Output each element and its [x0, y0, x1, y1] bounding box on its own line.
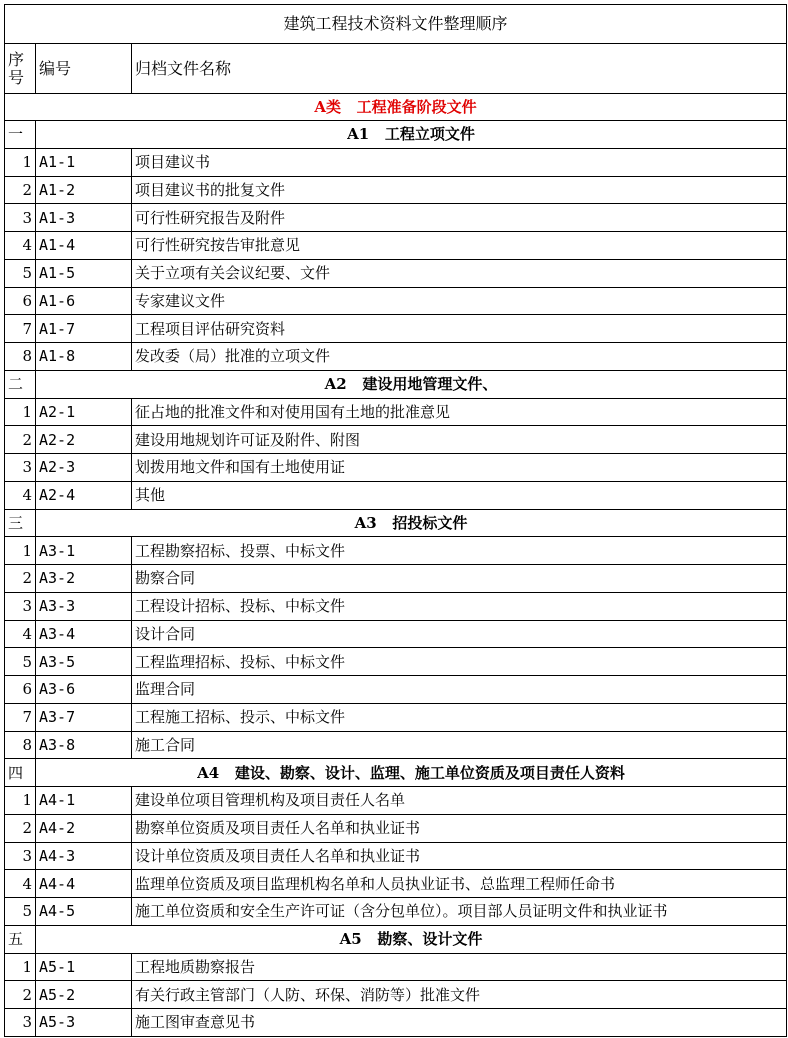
- row-seq: 1: [5, 537, 36, 565]
- header-seq: [5, 44, 36, 94]
- section-heading: [36, 925, 787, 953]
- row-seq: 5: [5, 898, 36, 926]
- archive-order-table: [4, 4, 787, 1037]
- row-name: 施工合同: [132, 731, 787, 759]
- row-code: A3-3: [36, 592, 132, 620]
- row-seq: 6: [5, 287, 36, 315]
- section-row: [5, 925, 787, 953]
- table-row: [5, 565, 787, 593]
- row-code: A1-1: [36, 148, 132, 176]
- row-code: A3-7: [36, 703, 132, 731]
- row-name: 有关行政主管部门（人防、环保、消防等）批准文件: [132, 981, 787, 1009]
- row-code: A4-3: [36, 842, 132, 870]
- title-row: [5, 5, 787, 44]
- row-name: 可行性研究报告及附件: [132, 204, 787, 232]
- row-seq: 2: [5, 426, 36, 454]
- row-name: 工程设计招标、投标、中标文件: [132, 592, 787, 620]
- row-seq: 2: [5, 176, 36, 204]
- row-code: A1-3: [36, 204, 132, 232]
- row-seq: 4: [5, 481, 36, 509]
- row-seq: 8: [5, 343, 36, 371]
- row-code: A5-1: [36, 953, 132, 981]
- table-row: [5, 204, 787, 232]
- table-row: [5, 648, 787, 676]
- row-code: A3-4: [36, 620, 132, 648]
- section-number: 三: [5, 509, 36, 537]
- table-row: [5, 232, 787, 260]
- row-name: 划拨用地文件和国有土地使用证: [132, 454, 787, 482]
- section-heading: [36, 509, 787, 537]
- row-code: A4-5: [36, 898, 132, 926]
- row-code: A4-1: [36, 787, 132, 815]
- table-body: [5, 5, 787, 1037]
- section-title: 工程立项文件: [384, 125, 475, 144]
- table-row: [5, 787, 787, 815]
- row-name: 设计合同: [132, 620, 787, 648]
- section-number: 一: [5, 121, 36, 149]
- section-code: A5: [339, 930, 362, 949]
- header-code: 编号: [36, 44, 132, 94]
- row-name: 勘察合同: [132, 565, 787, 593]
- row-seq: 4: [5, 232, 36, 260]
- table-row: [5, 1009, 787, 1037]
- table-row: [5, 287, 787, 315]
- row-seq: 7: [5, 703, 36, 731]
- row-seq: 3: [5, 454, 36, 482]
- row-name: 建设用地规划许可证及附件、附图: [132, 426, 787, 454]
- row-seq: 7: [5, 315, 36, 343]
- section-heading: [36, 759, 787, 787]
- row-code: A3-6: [36, 676, 132, 704]
- row-code: A1-7: [36, 315, 132, 343]
- row-seq: 2: [5, 565, 36, 593]
- table-row: [5, 953, 787, 981]
- row-name: 发改委（局）批准的立项文件: [132, 343, 787, 371]
- row-seq: 3: [5, 204, 36, 232]
- row-seq: 3: [5, 592, 36, 620]
- row-code: A3-8: [36, 731, 132, 759]
- table-row: [5, 842, 787, 870]
- table-row: [5, 731, 787, 759]
- row-code: A5-2: [36, 981, 132, 1009]
- table-row: [5, 398, 787, 426]
- table-row: [5, 259, 787, 287]
- row-code: A1-6: [36, 287, 132, 315]
- row-code: A2-4: [36, 481, 132, 509]
- row-name: 可行性研究按告审批意见: [132, 232, 787, 260]
- row-seq: 8: [5, 731, 36, 759]
- row-seq: 1: [5, 787, 36, 815]
- row-name: 工程勘察招标、投票、中标文件: [132, 537, 787, 565]
- section-title: 建设、勘察、设计、监理、施工单位资质及项目责任人资料: [234, 763, 625, 782]
- row-code: A4-2: [36, 814, 132, 842]
- table-row: [5, 620, 787, 648]
- row-seq: 4: [5, 870, 36, 898]
- section-title: 建设用地管理文件、: [362, 375, 498, 394]
- table-row: [5, 454, 787, 482]
- row-name: 工程监理招标、投标、中标文件: [132, 648, 787, 676]
- row-seq: 1: [5, 398, 36, 426]
- row-seq: 3: [5, 842, 36, 870]
- table-row: [5, 676, 787, 704]
- row-code: A3-1: [36, 537, 132, 565]
- table-row: [5, 481, 787, 509]
- row-name: 工程项目评估研究资料: [132, 315, 787, 343]
- row-name: 施工图审查意见书: [132, 1009, 787, 1037]
- table-row: [5, 703, 787, 731]
- section-code: A1: [347, 125, 370, 144]
- category-label: A类: [314, 98, 341, 116]
- row-seq: 5: [5, 648, 36, 676]
- row-code: A1-8: [36, 343, 132, 371]
- section-row: [5, 759, 787, 787]
- row-code: A1-4: [36, 232, 132, 260]
- header-row: [5, 44, 787, 94]
- table-row: [5, 898, 787, 926]
- sheet-title: 建筑工程技术资料文件整理顺序: [5, 5, 787, 44]
- section-number: 二: [5, 370, 36, 398]
- section-title: 勘察、设计文件: [377, 930, 483, 949]
- row-code: A1-5: [36, 259, 132, 287]
- table-row: [5, 870, 787, 898]
- row-code: A4-4: [36, 870, 132, 898]
- section-number: 四: [5, 759, 36, 787]
- row-name: 项目建议书的批复文件: [132, 176, 787, 204]
- row-name: 专家建议文件: [132, 287, 787, 315]
- section-row: [5, 370, 787, 398]
- table-row: [5, 592, 787, 620]
- row-seq: 2: [5, 814, 36, 842]
- section-number: 五: [5, 925, 36, 953]
- section-row: [5, 509, 787, 537]
- row-name: 设计单位资质及项目责任人名单和执业证书: [132, 842, 787, 870]
- row-seq: 6: [5, 676, 36, 704]
- section-code: A2: [324, 375, 347, 394]
- row-seq: 1: [5, 953, 36, 981]
- row-name: 勘察单位资质及项目责任人名单和执业证书: [132, 814, 787, 842]
- table-row: [5, 426, 787, 454]
- table-row: [5, 315, 787, 343]
- row-name: 监理合同: [132, 676, 787, 704]
- row-name: 工程施工招标、投示、中标文件: [132, 703, 787, 731]
- row-seq: 3: [5, 1009, 36, 1037]
- row-name: 施工单位资质和安全生产许可证（含分包单位）。项目部人员证明文件和执业证书: [132, 898, 787, 926]
- row-code: A3-5: [36, 648, 132, 676]
- table-row: [5, 981, 787, 1009]
- section-title: 招投标文件: [392, 513, 468, 532]
- row-code: A2-2: [36, 426, 132, 454]
- row-seq: 5: [5, 259, 36, 287]
- category-heading: [5, 94, 787, 121]
- header-name: 归档文件名称: [132, 44, 787, 94]
- section-heading: [36, 370, 787, 398]
- table-row: [5, 343, 787, 371]
- row-seq: 1: [5, 148, 36, 176]
- category-name: 工程准备阶段文件: [356, 98, 477, 116]
- row-name: 其他: [132, 481, 787, 509]
- row-name: 建设单位项目管理机构及项目责任人名单: [132, 787, 787, 815]
- table-row: [5, 814, 787, 842]
- row-name: 工程地质勘察报告: [132, 953, 787, 981]
- section-heading: [36, 121, 787, 149]
- header-seq-line1: 序: [8, 49, 25, 69]
- row-name: 征占地的批准文件和对使用国有土地的批准意见: [132, 398, 787, 426]
- table-row: [5, 537, 787, 565]
- row-name: 关于立项有关会议纪要、文件: [132, 259, 787, 287]
- category-row: [5, 94, 787, 121]
- section-code: A4: [197, 763, 220, 782]
- section-row: [5, 121, 787, 149]
- table-row: [5, 148, 787, 176]
- row-seq: 4: [5, 620, 36, 648]
- table-row: [5, 176, 787, 204]
- row-code: A2-3: [36, 454, 132, 482]
- section-code: A3: [354, 513, 377, 532]
- row-seq: 2: [5, 981, 36, 1009]
- row-code: A2-1: [36, 398, 132, 426]
- header-seq-line2: 号: [8, 67, 25, 87]
- row-name: 项目建议书: [132, 148, 787, 176]
- row-code: A5-3: [36, 1009, 132, 1037]
- row-code: A3-2: [36, 565, 132, 593]
- row-code: A1-2: [36, 176, 132, 204]
- row-name: 监理单位资质及项目监理机构名单和人员执业证书、总监理工程师任命书: [132, 870, 787, 898]
